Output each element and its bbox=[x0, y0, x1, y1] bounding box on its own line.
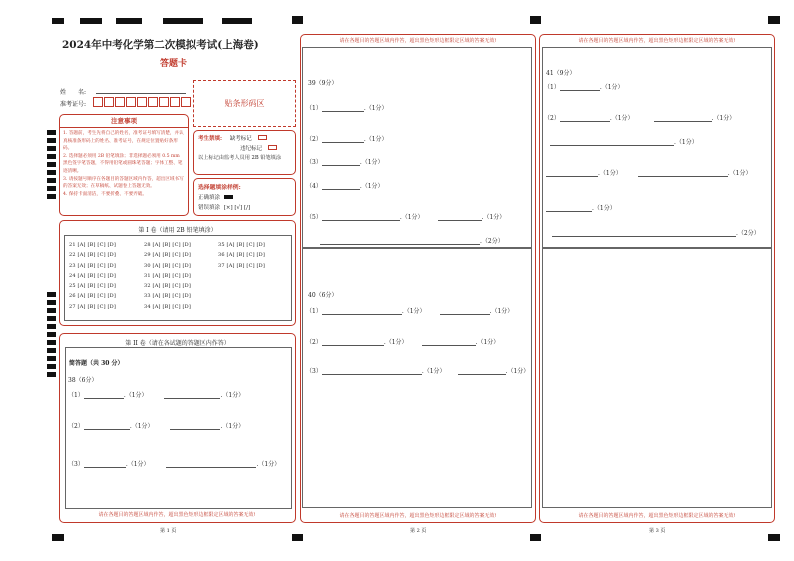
answer-line[interactable] bbox=[322, 309, 402, 315]
answer-line[interactable] bbox=[458, 369, 506, 375]
question-39: 39（9分） bbox=[308, 80, 338, 87]
q40-3-row: （3） .（1分） .（1分） bbox=[306, 368, 530, 375]
q41-5-row: .（1分） bbox=[546, 203, 616, 212]
timing-bar bbox=[47, 130, 56, 135]
q41-1-row: （1） .（1分） bbox=[544, 84, 624, 91]
timing-bar bbox=[47, 364, 56, 369]
wrong-fill-sample: [×] [√] [/] bbox=[223, 205, 251, 211]
page-title: 2024年中考化学第二次模拟考试(上海卷) bbox=[62, 39, 259, 51]
choice-row[interactable]: 26 [A] [B] [C] [D] bbox=[69, 293, 117, 300]
choice-row[interactable]: 29 [A] [B] [C] [D] bbox=[144, 252, 192, 259]
notice-item: 1. 答题前，考生先将自己的姓名，准考证号填写清楚，并认真核准条形码上的姓名、准考证号，在规定位置贴好条形码。 bbox=[63, 131, 184, 152]
q41-2-row: （2） .（1分） .（1分） bbox=[544, 115, 736, 122]
choice-column[interactable] bbox=[218, 240, 265, 271]
answer-line[interactable] bbox=[638, 171, 728, 177]
answer-line[interactable] bbox=[322, 340, 384, 346]
boundary-note: 请在各题目的答题区域内作答，超出黑色矩形边框限定区域的答案无效! bbox=[578, 38, 736, 44]
choice-row[interactable]: 24 [A] [B] [C] [D] bbox=[69, 272, 117, 279]
answer-line[interactable] bbox=[560, 85, 600, 91]
correct-fill-sample bbox=[224, 195, 233, 199]
notice-item: 2. 选择题必须用 2B 铅笔填涂；非选择题必须用 0.5 mm 黑色签字笔答题，不得用铅笔或圆珠笔答题；字体工整、笔迹清晰。 bbox=[63, 153, 183, 174]
answer-line[interactable] bbox=[546, 206, 592, 212]
section2-title: 第 II 卷（请在各试题的答题区内作答） bbox=[125, 340, 230, 347]
answer-line[interactable] bbox=[84, 424, 130, 430]
timing-bar bbox=[47, 154, 56, 159]
boundary-note: 请在各题目的答题区域内作答，超出黑色矩形边框限定区域的答案无效! bbox=[98, 512, 256, 518]
timing-bar bbox=[47, 308, 56, 313]
name-field[interactable] bbox=[96, 93, 186, 94]
q41-3-row: .（1分） bbox=[550, 137, 698, 146]
align-mark bbox=[222, 18, 252, 24]
align-mark bbox=[292, 16, 303, 24]
answer-area-blank[interactable] bbox=[542, 248, 772, 508]
notice-item: 3. 请按题号顺序在各题目的答题区域内作答，超出区域书写的答案无效；在草稿纸、试题卷上答题无效。 bbox=[63, 176, 184, 190]
section1-title: 第 I 卷（请用 2B 铅笔填涂） bbox=[138, 227, 217, 234]
answer-line[interactable] bbox=[322, 369, 422, 375]
timing-bar bbox=[47, 316, 56, 321]
marks-title: 考生禁填: bbox=[198, 136, 223, 142]
answer-line[interactable] bbox=[440, 309, 490, 315]
q39-2-row: （2） .（1分） bbox=[306, 136, 388, 143]
answer-line[interactable] bbox=[322, 184, 360, 190]
answer-line[interactable] bbox=[654, 116, 712, 122]
choice-row[interactable]: 27 [A] [B] [C] [D] bbox=[69, 303, 117, 310]
timing-bar bbox=[47, 356, 56, 361]
answer-area-40[interactable] bbox=[302, 248, 532, 508]
q39-5-row: （5） .（1分） .（1分） bbox=[306, 214, 506, 221]
page-number: 第 3 页 bbox=[649, 528, 666, 534]
boundary-note: 请在各题目的答题区域内作答，超出黑色矩形边框限定区域的答案无效! bbox=[578, 513, 736, 519]
q39-3-row: （3） .（1分） bbox=[306, 159, 384, 166]
align-mark bbox=[163, 18, 203, 24]
answer-line[interactable] bbox=[164, 393, 220, 399]
align-mark bbox=[52, 18, 64, 24]
q38-2-row: （2） .（1分） .（1分） bbox=[68, 423, 245, 430]
timing-bar bbox=[47, 300, 56, 305]
answer-line[interactable] bbox=[560, 116, 610, 122]
choice-row[interactable]: 21 [A] [B] [C] [D] bbox=[69, 242, 117, 248]
q40-1-row: （1） .（1分） .（1分） bbox=[306, 308, 514, 315]
align-mark bbox=[768, 16, 780, 24]
timing-bar bbox=[47, 138, 56, 143]
timing-bar bbox=[47, 348, 56, 353]
timing-bar bbox=[47, 324, 56, 329]
barcode-area bbox=[193, 80, 296, 127]
answer-area-41[interactable] bbox=[542, 47, 772, 248]
answer-line[interactable] bbox=[166, 462, 256, 468]
part-title: 简答题（共 30 分） bbox=[69, 360, 124, 367]
timing-bar bbox=[47, 146, 56, 151]
choice-row[interactable]: 33 [A] [B] [C] [D] bbox=[144, 293, 192, 300]
absent-label: 缺考标记 bbox=[229, 136, 252, 142]
timing-bar bbox=[47, 292, 56, 297]
q38-1-row: （1） .（1分） .（1分） bbox=[68, 392, 245, 399]
q41-6-row: .（2分） bbox=[552, 228, 760, 237]
answer-line[interactable] bbox=[170, 424, 220, 430]
align-mark bbox=[768, 534, 780, 541]
fill-sample-box bbox=[193, 178, 296, 216]
page-subtitle: 答题卡 bbox=[160, 59, 188, 69]
answer-line[interactable] bbox=[322, 137, 364, 143]
q39-4-row: （4） .（1分） bbox=[306, 183, 384, 190]
q39-5-row-2: .（2分） bbox=[320, 236, 504, 245]
name-label: 姓 名: bbox=[60, 89, 87, 96]
answer-line[interactable] bbox=[84, 393, 124, 399]
timing-bar bbox=[47, 186, 56, 191]
fill-sample-title: 选择题填涂样例: bbox=[198, 185, 241, 191]
answer-line[interactable] bbox=[322, 160, 360, 166]
choice-row[interactable]: 32 [A] [B] [C] [D] bbox=[144, 283, 192, 290]
align-mark bbox=[116, 18, 142, 24]
page-number: 第 2 页 bbox=[410, 528, 427, 534]
align-mark bbox=[52, 534, 64, 541]
marks-note: 以上标记由监考人员用 2B 铅笔填涂 bbox=[198, 155, 282, 161]
q40-2-row: （2） .（1分） .（1分） bbox=[306, 339, 500, 346]
choice-row[interactable]: 22 [A] [B] [C] [D] bbox=[69, 252, 117, 259]
exam-no-label: 准考证号: bbox=[60, 101, 87, 108]
answer-line[interactable] bbox=[84, 462, 126, 468]
q38-3-row: （3） .（1分） .（1分） bbox=[68, 461, 281, 468]
choice-row[interactable]: 37 [A] [B] [C] [D] bbox=[218, 262, 266, 269]
wrong-fill-label: 错误填涂 bbox=[198, 205, 221, 211]
answer-line[interactable] bbox=[552, 231, 736, 237]
choice-row[interactable]: 35 [A] [B] [C] [D] bbox=[218, 242, 266, 248]
barcode-label: 贴条形码区 bbox=[224, 99, 265, 108]
marks-box bbox=[193, 130, 296, 175]
boundary-note: 请在各题目的答题区域内作答，超出黑色矩形边框限定区域的答案无效! bbox=[339, 513, 497, 519]
correct-fill-label: 正确填涂 bbox=[198, 195, 221, 201]
answer-line[interactable] bbox=[322, 215, 400, 221]
boundary-note: 请在各题目的答题区域内作答，超出黑色矩形边框限定区域的答案无效! bbox=[339, 38, 497, 44]
answer-line[interactable] bbox=[322, 106, 364, 112]
timing-bar bbox=[47, 178, 56, 183]
absent-checkbox[interactable] bbox=[258, 135, 267, 140]
question-41: 41（9分） bbox=[546, 70, 576, 77]
choice-row[interactable]: 30 [A] [B] [C] [D] bbox=[144, 262, 192, 269]
question-40: 40（6分） bbox=[308, 292, 338, 299]
question-38: 38（6分） bbox=[68, 377, 98, 384]
choice-column[interactable] bbox=[69, 240, 116, 312]
notice-box bbox=[59, 114, 189, 216]
violation-label: 违纪标记 bbox=[240, 146, 263, 152]
choice-row[interactable]: 23 [A] [B] [C] [D] bbox=[69, 262, 117, 269]
choice-row[interactable]: 34 [A] [B] [C] [D] bbox=[144, 303, 192, 310]
timing-bar bbox=[47, 332, 56, 337]
exam-no-boxes[interactable] bbox=[93, 97, 192, 107]
answer-line[interactable] bbox=[546, 171, 598, 177]
choice-column[interactable] bbox=[144, 240, 191, 312]
answer-line[interactable] bbox=[438, 215, 482, 221]
choice-row[interactable]: 31 [A] [B] [C] [D] bbox=[144, 272, 192, 279]
align-mark bbox=[80, 18, 102, 24]
choice-row[interactable]: 25 [A] [B] [C] [D] bbox=[69, 283, 117, 290]
align-mark bbox=[530, 534, 541, 541]
timing-bar bbox=[47, 372, 56, 377]
notice-item: 4. 保持卡面清洁，不要折叠、不要弄破。 bbox=[63, 191, 147, 197]
timing-bar bbox=[47, 340, 56, 345]
answer-line[interactable] bbox=[550, 140, 674, 146]
violation-checkbox[interactable] bbox=[268, 145, 277, 150]
timing-bar bbox=[47, 170, 56, 175]
timing-bar bbox=[47, 162, 56, 167]
page-number: 第 1 页 bbox=[160, 528, 177, 534]
align-mark bbox=[530, 16, 541, 24]
q39-1-row: （1） .（1分） bbox=[306, 105, 388, 112]
q41-4-row: .（1分） .（1分） bbox=[546, 168, 751, 177]
timing-bar bbox=[47, 194, 56, 199]
answer-line[interactable] bbox=[320, 239, 480, 245]
notice-title: 注意事项 bbox=[60, 115, 188, 128]
align-mark bbox=[292, 534, 303, 541]
choice-row[interactable]: 36 [A] [B] [C] [D] bbox=[218, 252, 266, 259]
answer-line[interactable] bbox=[422, 340, 476, 346]
choice-row[interactable]: 28 [A] [B] [C] [D] bbox=[144, 242, 192, 248]
